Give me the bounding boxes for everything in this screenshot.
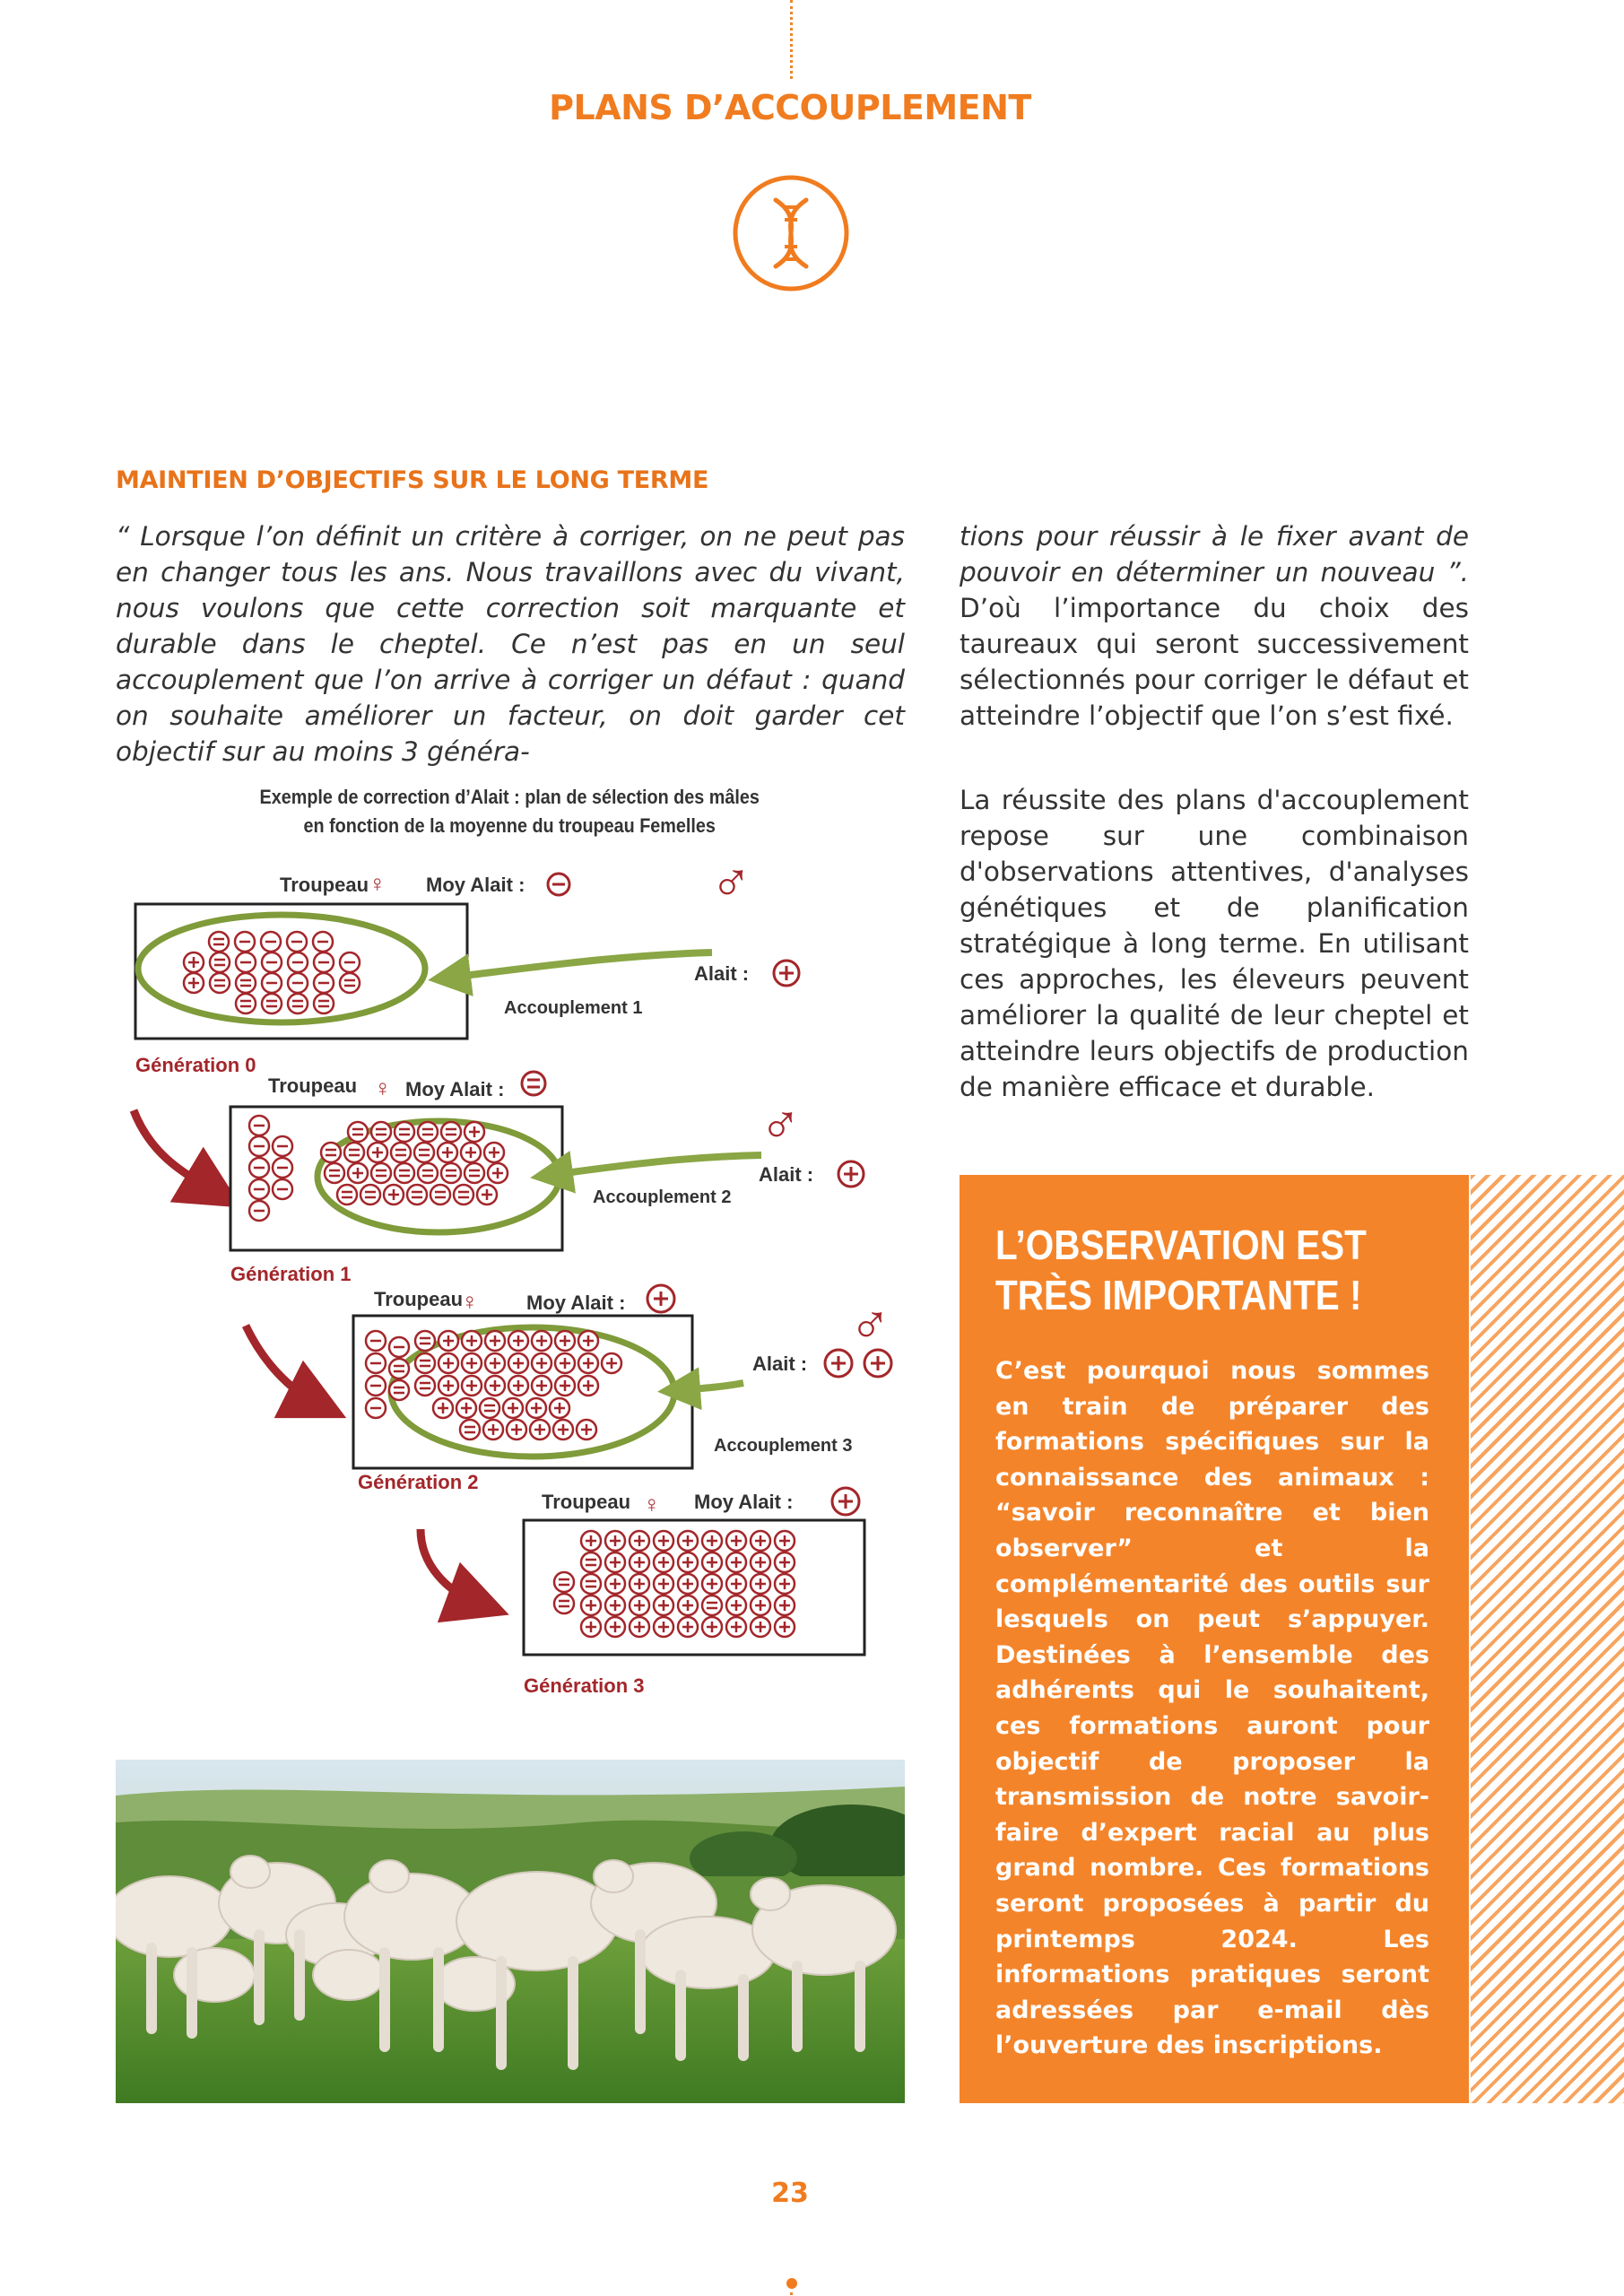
- equal-sign: [209, 932, 229, 952]
- minus-sign: [366, 1398, 386, 1418]
- equal-sign: [581, 1552, 601, 1572]
- plus-sign: [775, 1552, 795, 1572]
- plus-sign: [578, 1376, 598, 1396]
- minus-sign: [273, 1158, 292, 1178]
- plus-sign: [485, 1331, 505, 1351]
- male-symbol-1: ♂: [710, 852, 752, 914]
- plus-sign: [630, 1552, 649, 1572]
- plus-sign: [726, 1574, 746, 1594]
- plus-sign: [654, 1617, 673, 1637]
- moy-alait-label-2: Moy Alait :: [526, 1292, 626, 1314]
- equal-sign: [325, 1163, 344, 1183]
- minus-sign: [235, 932, 255, 952]
- plus-sign: [605, 1531, 625, 1551]
- accouplement-label-3: Accouplement 3: [714, 1436, 853, 1456]
- equal-sign: [418, 1122, 438, 1142]
- plus-sign: [461, 1143, 481, 1162]
- plus-sign: [508, 1331, 528, 1351]
- equal-sign: [460, 1420, 480, 1439]
- minus-sign: [249, 1179, 269, 1199]
- male-symbol-3: ♂: [849, 1294, 891, 1356]
- plus-sign: [507, 1420, 526, 1439]
- plus-sign: [530, 1420, 550, 1439]
- minus-sign: [288, 973, 308, 993]
- mating-plan-diagram: [116, 780, 907, 1704]
- troupeau-label-2: Troupeau: [374, 1288, 464, 1310]
- minus-sign: [287, 932, 307, 952]
- female-symbol-3: ♀: [643, 1491, 661, 1518]
- minus-sign: [314, 973, 334, 993]
- plus-sign: [577, 1420, 596, 1439]
- section-heading: MAINTIEN D’OBJECTIFS SUR LE LONG TERME: [116, 466, 709, 494]
- plus-sign: [532, 1331, 551, 1351]
- plus-sign: [555, 1353, 575, 1373]
- equal-sign: [395, 1163, 414, 1183]
- minus-sign: [249, 1116, 269, 1135]
- plus-sign: [702, 1552, 722, 1572]
- minus-sign: [366, 1376, 386, 1396]
- plus-sign: [508, 1376, 528, 1396]
- equal-sign: [554, 1572, 574, 1592]
- generation-label-0: Génération 0: [135, 1054, 256, 1076]
- plus-sign: [678, 1596, 698, 1615]
- plus-sign: [555, 1376, 575, 1396]
- plus-sign: [678, 1552, 698, 1572]
- plus-sign: [439, 1353, 458, 1373]
- plus-sign: [348, 1163, 368, 1183]
- minus-sign: [273, 1179, 292, 1199]
- male-symbol-2: ♂: [760, 1094, 802, 1156]
- plus-sign: [462, 1331, 482, 1351]
- equal-sign: [415, 1353, 435, 1373]
- equal-sign: [430, 1185, 450, 1205]
- plus-sign: [477, 1185, 497, 1205]
- generation-arrow-3: [421, 1529, 479, 1604]
- plus-sign: [751, 1552, 770, 1572]
- plus-sign: [775, 1617, 795, 1637]
- page-number: 23: [771, 2178, 809, 2209]
- diagram-title-line1: Exemple de correction d’Alait : plan de sélection des mâles: [259, 787, 760, 809]
- plus-sign: [462, 1353, 482, 1373]
- equal-sign: [236, 973, 256, 993]
- minus-sign: [261, 932, 281, 952]
- plus-sign: [678, 1531, 698, 1551]
- minus-sign: [262, 952, 282, 972]
- equal-sign: [321, 1143, 341, 1162]
- equal-sign: [554, 1594, 574, 1613]
- female-symbol-0: ♀: [369, 870, 386, 897]
- plus-sign: [678, 1617, 698, 1637]
- generation-label-2: Génération 2: [358, 1471, 479, 1493]
- plus-sign: [456, 1398, 476, 1418]
- generation-label-1: Génération 1: [230, 1263, 352, 1285]
- equal-sign: [391, 1143, 411, 1162]
- minus-sign: [389, 1337, 409, 1357]
- equal-sign: [371, 1122, 391, 1142]
- plus-sign: [605, 1574, 625, 1594]
- equal-sign-1: [522, 1072, 545, 1095]
- equal-sign: [210, 952, 230, 972]
- plus-sign: [550, 1398, 569, 1418]
- plus-sign: [630, 1596, 649, 1615]
- plus-sign: [751, 1596, 770, 1615]
- callout-body: C’est pourquoi nous sommes en train de préparer des formations spécifiques sur la connaissance des animaux : “savoir reconnaître et bien observer” et la complémentarité des outils sur lesquels on peut s’appuyer. Destinées à l’ensemble des adhérents qui le souhaitent, ces formations auront pour objectif de proposer la transmission de notre savoir-faire d’expert racial au plus grand nombre. Ces formations seront proposées à partir du printemps 2024. Les informations pratiques seront adressées par e-mail dès l’ouverture des inscriptions.: [995, 1357, 1429, 2060]
- equal-sign: [395, 1122, 414, 1142]
- plus-sign: [438, 1143, 457, 1162]
- plus-sign: [630, 1574, 649, 1594]
- equal-sign: [236, 994, 256, 1013]
- quote-conclusion: D’où l’importance du choix des taureaux qui seront successivement sélectionnés pour corriger le défaut et atteindre l’objectif que l’on s’est fixé.: [960, 593, 1469, 731]
- plus-sign: [433, 1398, 453, 1418]
- plus-sign: [605, 1596, 625, 1615]
- page-title: PLANS D’ACCOUPLEMENT: [549, 88, 1031, 127]
- minus-sign: [366, 1353, 386, 1373]
- plus-sign: [702, 1617, 722, 1637]
- plus-sign: [605, 1617, 625, 1637]
- equal-sign: [480, 1398, 499, 1418]
- plus-sign: [654, 1531, 673, 1551]
- equal-sign: [415, 1376, 435, 1396]
- minus-sign: [314, 952, 334, 972]
- equal-sign: [407, 1185, 427, 1205]
- minus-sign: [262, 973, 282, 993]
- plus-sign: [751, 1531, 770, 1551]
- plus-sign: [726, 1617, 746, 1637]
- callout-title: [995, 1220, 1406, 1320]
- plus-sign: [488, 1163, 508, 1183]
- plus-sign: [581, 1617, 601, 1637]
- moy-alait-label-1: Moy Alait :: [405, 1078, 505, 1100]
- minus-sign: [273, 1136, 292, 1156]
- minus-sign: [313, 932, 333, 952]
- bottom-divider: [790, 2292, 793, 2296]
- generation-arrow-2: [246, 1326, 317, 1404]
- minus-sign: [236, 952, 256, 972]
- plus-sign: [630, 1617, 649, 1637]
- plus-sign-male-1: [774, 961, 799, 986]
- plus-sign: [654, 1574, 673, 1594]
- plus-sign: [484, 1143, 504, 1162]
- plus-sign: [384, 1185, 404, 1205]
- plus-sign: [726, 1596, 746, 1615]
- plus-sign: [775, 1596, 795, 1615]
- equal-sign: [348, 1122, 368, 1142]
- plus-sign: [184, 973, 204, 993]
- minus-sign: [249, 1201, 269, 1221]
- accouplement-label-2: Accouplement 2: [593, 1187, 732, 1207]
- plus-sign: [439, 1331, 458, 1351]
- equal-sign: [414, 1143, 434, 1162]
- plus-sign: [602, 1353, 621, 1373]
- plus-sign: [775, 1574, 795, 1594]
- equal-sign: [340, 973, 360, 993]
- success-paragraph: La réussite des plans d'accouplement repose sur une combinaison d'observations attentives, d'analyses génétiques et de planification stratégique à long terme. En utilisant ces approches, les éleveurs peuvent améliorer la qualité de leur cheptel et atteindre leurs objectifs de production de manière efficace et durable.: [960, 785, 1469, 1102]
- plus-sign: [184, 952, 204, 972]
- plus-sign: [439, 1376, 458, 1396]
- plus-sign: [702, 1574, 722, 1594]
- plus-sign: [581, 1531, 601, 1551]
- minus-sign: [249, 1136, 269, 1156]
- plus-sign-male-3a: [825, 1350, 852, 1377]
- plus-sign: [483, 1420, 503, 1439]
- plus-sign: [726, 1531, 746, 1551]
- plus-sign: [526, 1398, 546, 1418]
- equal-sign: [389, 1380, 409, 1400]
- plus-sign: [654, 1596, 673, 1615]
- troupeau-label-1: Troupeau: [268, 1074, 358, 1097]
- equal-sign: [210, 973, 230, 993]
- equal-sign: [337, 1185, 357, 1205]
- generation-arrow-1: [134, 1110, 214, 1191]
- plus-sign: [503, 1398, 523, 1418]
- troupeau-label-0: Troupeau: [280, 874, 369, 896]
- plus-sign: [775, 1531, 795, 1551]
- equal-sign: [415, 1331, 435, 1351]
- plus-sign: [578, 1331, 598, 1351]
- plus-sign: [555, 1331, 575, 1351]
- plus-sign: [462, 1376, 482, 1396]
- dna-icon: [731, 173, 851, 293]
- alait-label-1: Alait :: [694, 962, 750, 985]
- footer-dot: [786, 2278, 797, 2289]
- plus-sign: [678, 1574, 698, 1594]
- female-symbol-1: ♀: [374, 1074, 392, 1101]
- equal-sign: [314, 994, 334, 1013]
- quote-right-column: [960, 518, 1469, 734]
- equal-sign: [465, 1163, 484, 1183]
- mating-arrow-2: [551, 1155, 761, 1175]
- plus-sign-male-2: [838, 1161, 864, 1187]
- quote-left-column: “ Lorsque l’on définit un critère à corriger, on ne peut pas en changer tous les ans. Nous travaillons avec du vivant, nous voulons que cette correction soit marquante et durable dans le cheptel. Ce n’est pas en un seul accouplement que l’on arrive à corriger un défaut : quand on souhaite améliorer un facteur, on doit garder cet objectif sur au moins 3 généra-: [116, 521, 905, 767]
- alait-label-2: Alait :: [759, 1163, 814, 1186]
- equal-sign: [581, 1574, 601, 1594]
- plus-sign: [654, 1552, 673, 1572]
- plus-sign: [630, 1531, 649, 1551]
- plus-sign-2: [647, 1285, 674, 1312]
- minus-sign: [288, 952, 308, 972]
- plus-sign: [485, 1376, 505, 1396]
- plus-sign: [702, 1531, 722, 1551]
- plus-sign: [368, 1143, 387, 1162]
- troupeau-label-3: Troupeau: [542, 1491, 631, 1513]
- equal-sign: [288, 994, 308, 1013]
- callout-title-line1: L’OBSERVATION EST: [995, 1222, 1367, 1268]
- plus-sign: [465, 1122, 484, 1142]
- accouplement-label-1: Accouplement 1: [504, 998, 643, 1018]
- plus-sign: [578, 1353, 598, 1373]
- plus-sign: [751, 1617, 770, 1637]
- equal-sign: [441, 1122, 461, 1142]
- plus-sign: [485, 1353, 505, 1373]
- female-symbol-2: ♀: [461, 1288, 479, 1315]
- top-divider: [790, 0, 793, 79]
- plus-sign: [751, 1574, 770, 1594]
- callout-title-line2: TRÈS IMPORTANTE !: [995, 1272, 1362, 1318]
- plus-sign: [605, 1552, 625, 1572]
- moy-alait-label-3: Moy Alait :: [694, 1491, 794, 1513]
- plus-sign-3: [832, 1488, 859, 1515]
- generation-label-3: Génération 3: [524, 1674, 645, 1697]
- equal-sign: [262, 994, 282, 1013]
- quote-continuation: tions pour réussir à le fixer avant de pouvoir en déterminer un nouveau ”.: [960, 521, 1469, 587]
- plus-sign: [532, 1376, 551, 1396]
- minus-sign: [249, 1158, 269, 1178]
- moy-alait-label-0: Moy Alait :: [426, 874, 525, 896]
- equal-sign: [389, 1359, 409, 1378]
- plus-sign: [581, 1596, 601, 1615]
- equal-sign: [454, 1185, 473, 1205]
- equal-sign: [371, 1163, 391, 1183]
- striped-decoration: [1471, 1175, 1624, 2103]
- minus-sign: [340, 952, 360, 972]
- equal-sign: [360, 1185, 380, 1205]
- alait-label-3: Alait :: [752, 1352, 808, 1375]
- equal-sign: [441, 1163, 461, 1183]
- plus-sign: [726, 1552, 746, 1572]
- plus-sign: [532, 1353, 551, 1373]
- diagram-title-line2: en fonction de la moyenne du troupeau Femelles: [303, 815, 716, 838]
- plus-sign: [553, 1420, 573, 1439]
- mating-arrow-1: [449, 952, 712, 978]
- cattle-herd-photo: [116, 1760, 905, 2103]
- equal-sign: [418, 1163, 438, 1183]
- equal-sign: [344, 1143, 364, 1162]
- equal-sign: [702, 1596, 722, 1615]
- minus-sign: [366, 1331, 386, 1351]
- plus-sign: [508, 1353, 528, 1373]
